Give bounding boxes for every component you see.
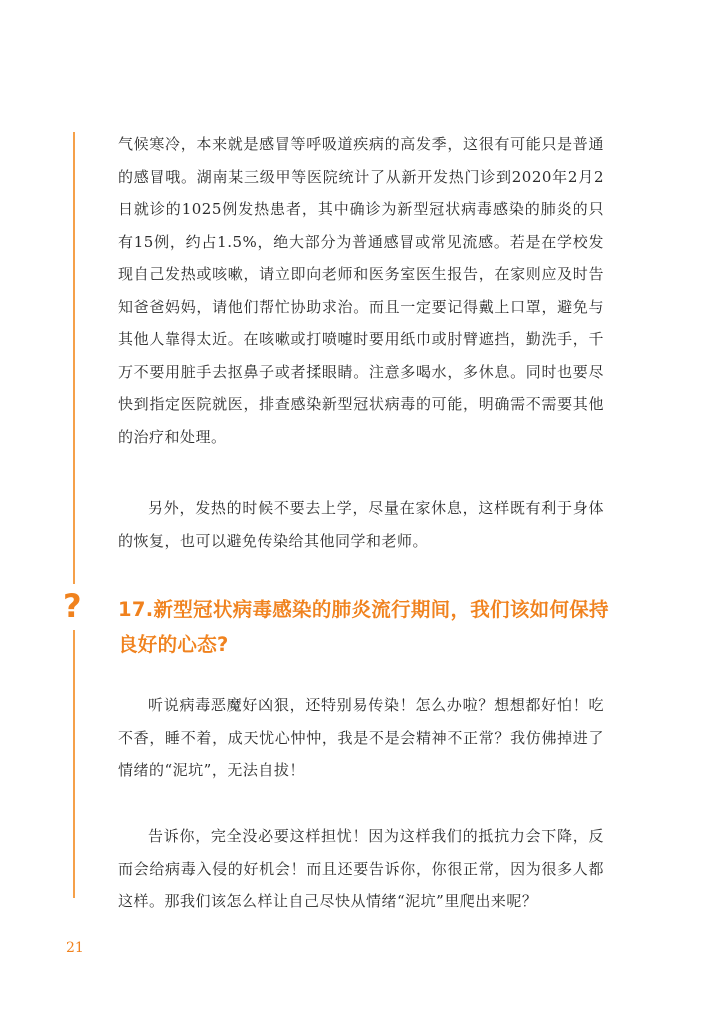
accent-margin-line-bottom — [73, 630, 75, 898]
body-paragraph-2: 另外，发热的时候不要去上学，尽量在家休息，这样既有利于身体的恢复，也可以避免传染给其他同学和老师。 — [118, 499, 604, 550]
section-paragraph-2: 告诉你，完全没必要这样担忧！因为这样我们的抵抗力会下降，反而会给病毒入侵的好机会！而且还要告诉你，你很正常，因为很多人都这样。那我们该怎么样让自己尽快从情绪“泥坑”里爬出来呢？ — [118, 827, 604, 910]
body-paragraph-1: 气候寒冷，本来就是感冒等呼吸道疾病的高发季，这很有可能只是普通的感冒哦。湖南某三级甲等医院统计了从新开发热门诊到2020年2月2日就诊的1025例发热患者，其中确诊为新型冠状病毒感染的肺炎的只有15例，约占1.5%，绝大部分为普通感冒或常见流感。若是在学校发现自己发热或咳嗽，请立即向老师和医务室医生报告，在家则应及时告知爸爸妈妈，请他们帮忙协助求治。而且一定要记得戴上口罩，避免与其他人靠得太近。在咳嗽或打喷嚏时要用纸巾或肘臂遮挡，勤洗手，千万不要用脏手去抠鼻子或者揉眼睛。注意多喝水，多休息。同时也要尽快到指定医院就医，排查感染新型冠状病毒的可能，明确需不需要其他的治疗和处理。 — [118, 135, 604, 446]
page-number: 21 — [66, 940, 84, 956]
question-mark-icon: ? — [63, 587, 82, 625]
section-heading: 17.新型冠状病毒感染的肺炎流行期间，我们该如何保持良好的心态? — [118, 598, 609, 656]
accent-margin-line-top — [73, 132, 75, 584]
section-paragraph-1: 听说病毒恶魔好凶狠，还特别易传染！怎么办啦？想想都好怕！吃不香，睡不着，成天忧心忡忡，我是不是会精神不正常？我仿佛掉进了情绪的“泥坑”，无法自拔！ — [118, 696, 604, 779]
